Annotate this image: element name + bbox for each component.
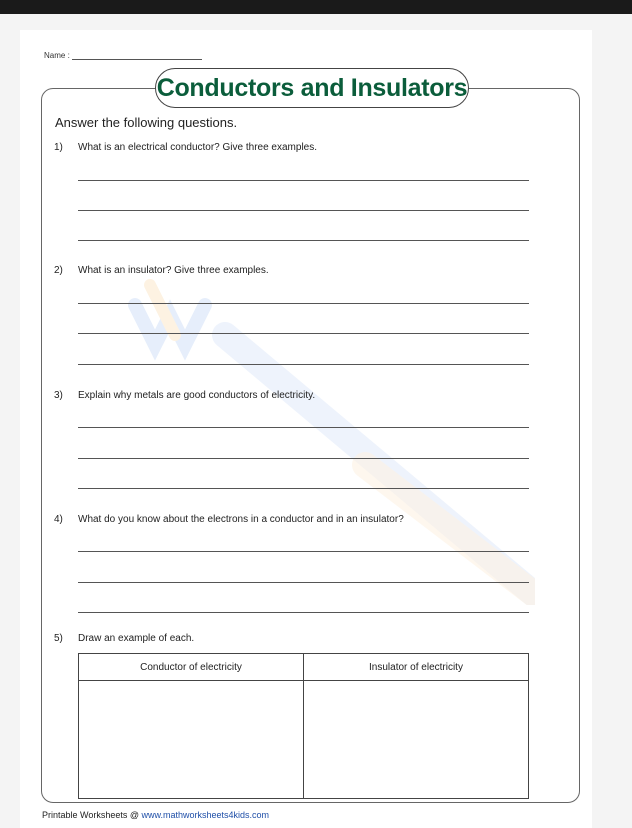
question-text: Draw an example of each. [78,633,195,644]
draw-area-conductor[interactable] [79,681,304,799]
answer-line[interactable] [78,180,529,181]
question-1 [54,142,317,153]
question-number: 3) [54,390,63,401]
question-number: 1) [54,142,63,153]
question-number: 2) [54,265,63,276]
answer-line[interactable] [78,210,529,211]
page-title: Conductors and Insulators [156,73,468,102]
answer-line[interactable] [78,240,529,241]
question-text: Explain why metals are good conductors of electricity. [78,390,316,401]
table-header-conductor: Conductor of electricity [79,654,304,681]
answer-line[interactable] [78,582,529,583]
answer-line[interactable] [78,364,529,365]
name-field [44,51,202,60]
drawing-table [78,653,529,799]
question-number: 4) [54,514,63,525]
question-2 [54,265,269,276]
table-header-insulator: Insulator of electricity [304,654,529,681]
answer-line[interactable] [78,551,529,552]
answer-line[interactable] [78,488,529,489]
footer [42,810,269,820]
instructions-text: Answer the following questions. [55,115,238,130]
title-banner [155,68,469,108]
answer-line[interactable] [78,458,529,459]
draw-area-insulator[interactable] [304,681,529,799]
footer-prefix: Printable Worksheets @ [42,810,142,820]
answer-line[interactable] [78,427,529,428]
footer-link[interactable]: www.mathworksheets4kids.com [141,810,270,820]
question-text: What is an electrical conductor? Give three examples. [78,142,317,153]
answer-line[interactable] [78,333,529,334]
question-number: 5) [54,633,63,644]
question-3 [54,390,315,401]
name-label: Name : [44,51,70,60]
answer-line[interactable] [78,612,529,613]
question-4 [54,514,404,525]
question-5 [54,633,194,644]
table-header-row [79,654,529,681]
answer-line[interactable] [78,303,529,304]
table-row [79,681,529,799]
question-text: What is an insulator? Give three examples. [78,265,269,276]
top-bar [0,0,632,14]
question-text: What do you know about the electrons in a conductor and in an insulator? [78,514,404,525]
name-blank [72,51,202,60]
worksheet-page [20,30,592,828]
